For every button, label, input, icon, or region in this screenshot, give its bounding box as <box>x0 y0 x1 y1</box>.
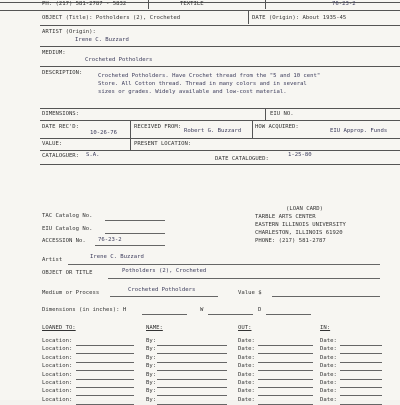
in-date-line <box>340 345 382 346</box>
location-label: Location: <box>42 354 73 361</box>
in-header: IN: <box>320 325 331 331</box>
date-recd-value: 10-26-76 <box>90 130 117 136</box>
loan-object-label: OBJECT OR TITLE <box>42 270 93 276</box>
name-header: NAME: <box>146 325 163 331</box>
date-recd-label: DATE REC'D: <box>42 124 80 130</box>
date-catalogued-label: DATE CATALOGUED: <box>215 156 269 162</box>
out-date-line <box>258 345 313 346</box>
loan-dimensions-label: Dimensions (in inches): H <box>42 307 127 313</box>
medium-row-rule <box>40 66 400 67</box>
in-date-label: Date: <box>320 363 337 370</box>
eiu-catalog-label: EIU Catalog No. <box>42 226 93 232</box>
tac-catalog-label: TAC Catalog No. <box>42 213 93 219</box>
out-date-line <box>258 387 313 388</box>
date-catalogued-value: 1-25-80 <box>288 152 312 158</box>
out-date-label: Date: <box>238 396 255 403</box>
cataloguer-label: CATALOGUER: <box>42 153 80 159</box>
loan-artist-value: Irene C. Buzzard <box>90 254 144 260</box>
present-location-label: PRESENT LOCATION: <box>134 141 192 147</box>
by-label: By: <box>146 371 157 378</box>
in-date-label: Date: <box>320 380 337 386</box>
tac-catalog-line <box>105 220 165 221</box>
location-line <box>76 362 134 363</box>
out-date-line <box>258 395 313 396</box>
value-divider <box>130 138 131 150</box>
header-bottom-rule <box>0 10 400 11</box>
out-date-label: Date: <box>238 388 255 395</box>
dimensions-divider <box>265 108 266 120</box>
artist-value: Irene C. Buzzard <box>75 37 129 43</box>
header-divider-1 <box>148 0 149 9</box>
by-line <box>157 345 227 346</box>
object-row-rule <box>40 25 400 26</box>
in-date-label: Date: <box>320 338 337 344</box>
location-line <box>76 345 134 346</box>
description-line-3: sizes or grades. Widely available and low-cost material. <box>98 89 287 95</box>
header-phone: PH: (217) 581-2787 - 5832 <box>42 1 127 7</box>
loan-object-value: Potholders (2), Crocheted <box>122 268 207 274</box>
location-label: Location: <box>42 346 73 353</box>
recd-row-rule <box>40 138 400 139</box>
header-divider-2 <box>265 0 266 9</box>
by-label: By: <box>146 388 157 395</box>
in-date-label: Date: <box>320 396 337 403</box>
received-from-label: RECEIVED FROM: <box>134 124 182 130</box>
header-accession: 76-23-2 <box>332 1 356 7</box>
out-date-line <box>258 379 313 380</box>
loan-medium-label: Medium or Process <box>42 290 100 296</box>
accession-label: ACCESSION No. <box>42 238 86 244</box>
loan-medium-line <box>110 296 218 297</box>
by-label: By: <box>146 338 157 344</box>
description-line-1: Crocheted Potholders. Have Crochet thread from the "5 and 10 cent" <box>98 73 321 79</box>
location-line <box>76 387 134 388</box>
how-acquired-value: EIU Approp. Funds <box>330 128 388 134</box>
how-acquired-label: HOW ACQUIRED: <box>255 124 299 130</box>
by-line <box>157 353 227 354</box>
header-category: TEXTILE <box>180 1 204 7</box>
loan-object-line <box>108 278 380 279</box>
by-label: By: <box>146 396 157 403</box>
dimensions-label: DIMENSIONS: <box>42 111 80 117</box>
out-date-label: Date: <box>238 346 255 353</box>
in-date-line <box>340 353 382 354</box>
location-label: Location: <box>42 363 73 370</box>
location-label: Location: <box>42 396 73 403</box>
location-line <box>76 353 134 354</box>
eiu-no-label: EIU NO. <box>270 111 294 117</box>
value-label: VALUE: <box>42 141 63 147</box>
eiu-catalog-line <box>105 233 165 234</box>
by-line <box>157 370 227 371</box>
received-from-value: Robert G. Buzzard <box>184 128 242 134</box>
in-date-line <box>340 379 382 380</box>
by-line <box>157 387 227 388</box>
by-line <box>157 395 227 396</box>
location-line <box>76 395 134 396</box>
by-label: By: <box>146 363 157 370</box>
description-label: DESCRIPTION: <box>42 70 83 76</box>
loan-dim-w-line <box>208 314 253 315</box>
loan-value-label: Value $ <box>238 290 262 296</box>
artist-row-rule <box>40 46 400 47</box>
in-date-label: Date: <box>320 371 337 378</box>
in-date-label: Date: <box>320 354 337 361</box>
loan-value-line <box>272 296 380 297</box>
location-label: Location: <box>42 380 73 386</box>
loan-dim-h-line <box>142 314 187 315</box>
in-date-label: Date: <box>320 346 337 353</box>
in-date-line <box>340 395 382 396</box>
dimensions-top-rule <box>40 108 400 109</box>
location-label: Location: <box>42 371 73 378</box>
recd-divider-1 <box>130 120 131 138</box>
in-date-line <box>340 387 382 388</box>
in-date-line <box>340 370 382 371</box>
location-label: Location: <box>42 388 73 395</box>
cataloguer-value: S.A. <box>86 152 100 158</box>
by-label: By: <box>146 354 157 361</box>
out-header: OUT: <box>238 325 252 331</box>
description-line-2: Store. All Cotton thread. Thread in many colors and in several <box>98 81 307 87</box>
loan-card-phone: PHONE: (217) 581-2787 <box>255 238 326 244</box>
accession-value: 76-23-2 <box>98 237 122 243</box>
medium-label: MEDIUM: <box>42 50 66 56</box>
artist-label: ARTIST (Origin): <box>42 29 96 35</box>
dimensions-bottom-rule <box>40 120 400 121</box>
loan-card-org: TARBLE ARTS CENTER <box>255 214 316 220</box>
date-origin-field: DATE (Origin): About 1935-45 <box>252 15 347 21</box>
loan-dim-w-label: W <box>200 307 204 313</box>
loan-dim-d-line <box>266 314 311 315</box>
loan-artist-label: Artist <box>42 257 63 263</box>
object-title-field: OBJECT (Title): Potholders (2), Crocheted <box>42 15 181 21</box>
out-date-line <box>258 362 313 363</box>
out-date-label: Date: <box>238 354 255 361</box>
by-line <box>157 362 227 363</box>
loan-artist-line <box>68 264 380 265</box>
accession-line <box>95 245 165 246</box>
loan-dim-d-label: D <box>258 307 262 313</box>
out-date-label: Date: <box>238 338 255 344</box>
loan-card-city: CHARLESTON, ILLINOIS 61920 <box>255 230 343 236</box>
out-date-label: Date: <box>238 363 255 370</box>
by-line <box>157 379 227 380</box>
location-line <box>76 370 134 371</box>
location-line <box>76 379 134 380</box>
card-bottom-rule <box>40 164 400 165</box>
location-label: Location: <box>42 338 73 344</box>
value-row-rule <box>40 150 400 151</box>
out-date-line <box>258 370 313 371</box>
loan-card-title: (LOAN CARD) <box>286 206 324 212</box>
out-date-label: Date: <box>238 371 255 378</box>
out-date-line <box>258 353 313 354</box>
loaned-to-header: LOANED TO: <box>42 325 76 331</box>
loan-medium-value: Crocheted Potholders <box>128 287 196 293</box>
in-date-line <box>340 362 382 363</box>
by-label: By: <box>146 346 157 353</box>
by-label: By: <box>146 380 157 386</box>
loan-card-university: EASTERN ILLINOIS UNIVERSITY <box>255 222 346 228</box>
medium-value: Crocheted Potholders <box>85 57 153 63</box>
recd-divider-2 <box>252 120 253 138</box>
object-date-divider <box>248 11 249 24</box>
in-date-label: Date: <box>320 388 337 395</box>
out-date-label: Date: <box>238 380 255 386</box>
